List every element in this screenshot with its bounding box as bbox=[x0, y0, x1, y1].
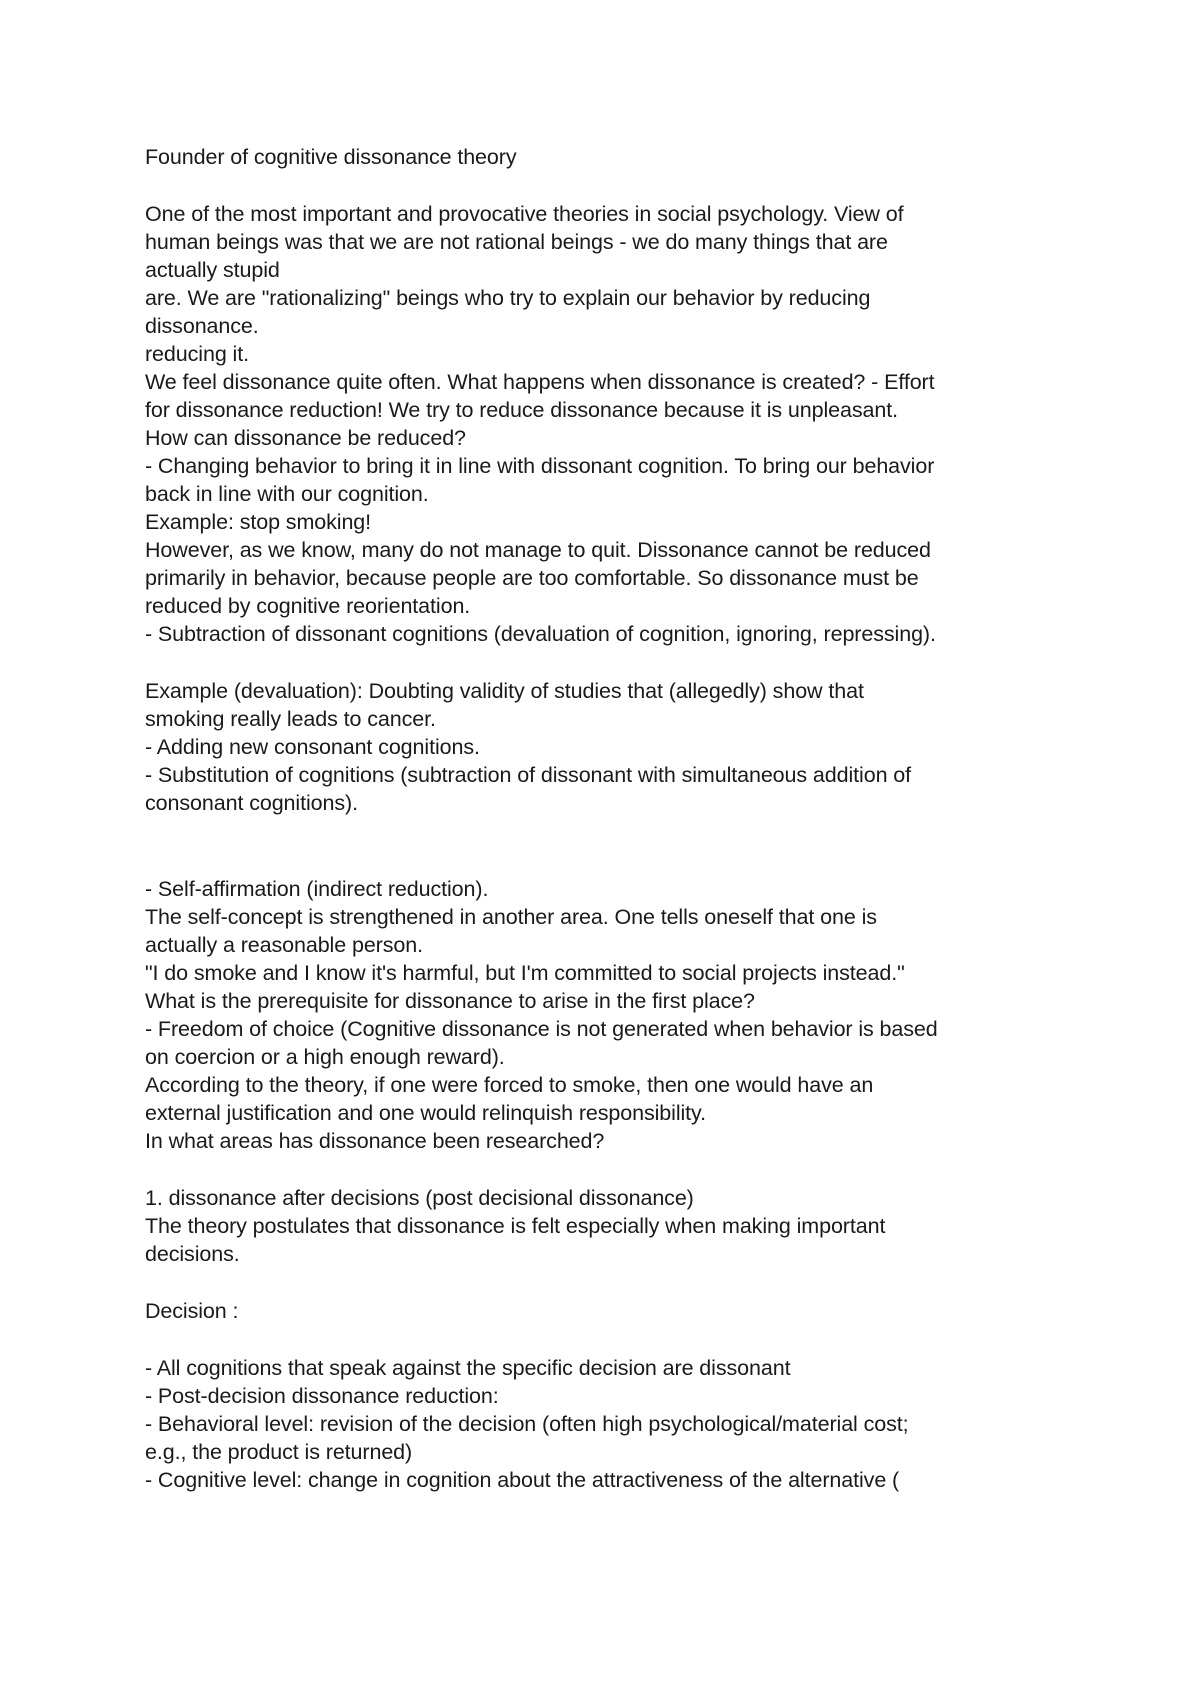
text-line: Decision : bbox=[145, 1299, 239, 1323]
text-line: - Substitution of cognitions (subtraction of dissonant with simultaneous addition of bbox=[145, 763, 912, 787]
paragraph-gap bbox=[145, 171, 1065, 200]
text-line: - Behavioral level: revision of the decision (often high psychological/material cost; bbox=[145, 1412, 909, 1436]
text-line: smoking really leads to cancer. bbox=[145, 707, 436, 731]
text-line: According to the theory, if one were forced to smoke, then one would have an bbox=[145, 1073, 874, 1097]
text-line: dissonance. bbox=[145, 314, 259, 338]
text-line: - Freedom of choice (Cognitive dissonance is not generated when behavior is based bbox=[145, 1017, 938, 1041]
text-line: are. We are "rationalizing" beings who try to explain our behavior by reducing bbox=[145, 286, 871, 310]
text-line: 1. dissonance after decisions (post decisional dissonance) bbox=[145, 1186, 694, 1210]
text-line: Example (devaluation): Doubting validity of studies that (allegedly) show that bbox=[145, 679, 864, 703]
text-line: consonant cognitions). bbox=[145, 791, 358, 815]
text-line: "I do smoke and I know it's harmful, but I'm committed to social projects instead." bbox=[145, 961, 905, 985]
text-line: - Adding new consonant cognitions. bbox=[145, 735, 480, 759]
text-line: - Post-decision dissonance reduction: bbox=[145, 1384, 499, 1408]
document-body bbox=[145, 143, 1065, 1494]
text-line: human beings was that we are not rational beings - we do many things that are bbox=[145, 230, 888, 254]
text-line: The theory postulates that dissonance is felt especially when making important bbox=[145, 1214, 886, 1238]
document-title: Founder of cognitive dissonance theory bbox=[145, 145, 517, 169]
text-line: How can dissonance be reduced? bbox=[145, 426, 466, 450]
text-line: primarily in behavior, because people are too comfortable. So dissonance must be bbox=[145, 566, 919, 590]
text-line: e.g., the product is returned) bbox=[145, 1440, 413, 1464]
text-line: Example: stop smoking! bbox=[145, 510, 372, 534]
text-line: actually a reasonable person. bbox=[145, 933, 423, 957]
paragraph-gap bbox=[145, 648, 1065, 677]
text-line: external justification and one would relinquish responsibility. bbox=[145, 1101, 706, 1125]
text-line: reduced by cognitive reorientation. bbox=[145, 594, 471, 618]
text-line: actually stupid bbox=[145, 258, 280, 282]
text-line: The self-concept is strengthened in another area. One tells oneself that one is bbox=[145, 905, 877, 929]
text-line: - Changing behavior to bring it in line with dissonant cognition. To bring our behavior bbox=[145, 454, 935, 478]
paragraph-gap bbox=[145, 1268, 1065, 1297]
text-line: back in line with our cognition. bbox=[145, 482, 429, 506]
text-line: However, as we know, many do not manage to quit. Dissonance cannot be reduced bbox=[145, 538, 931, 562]
text-line: on coercion or a high enough reward). bbox=[145, 1045, 505, 1069]
text-line: One of the most important and provocative theories in social psychology. View of bbox=[145, 202, 904, 226]
text-line: - Self-affirmation (indirect reduction). bbox=[145, 877, 489, 901]
text-line: - Subtraction of dissonant cognitions (devaluation of cognition, ignoring, repressing). bbox=[145, 622, 936, 646]
paragraph-gap bbox=[145, 1155, 1065, 1184]
text-line: - Cognitive level: change in cognition about the attractiveness of the alternative ( bbox=[145, 1468, 900, 1492]
text-line: In what areas has dissonance been researched? bbox=[145, 1129, 605, 1153]
text-line: decisions. bbox=[145, 1242, 240, 1266]
paragraph-gap bbox=[145, 817, 1065, 875]
text-line: - All cognitions that speak against the specific decision are dissonant bbox=[145, 1356, 791, 1380]
text-line: We feel dissonance quite often. What happens when dissonance is created? - Effort bbox=[145, 370, 935, 394]
text-line: for dissonance reduction! We try to reduce dissonance because it is unpleasant. bbox=[145, 398, 899, 422]
text-line: What is the prerequisite for dissonance to arise in the first place? bbox=[145, 989, 755, 1013]
text-line: reducing it. bbox=[145, 342, 249, 366]
paragraph-gap bbox=[145, 1325, 1065, 1354]
